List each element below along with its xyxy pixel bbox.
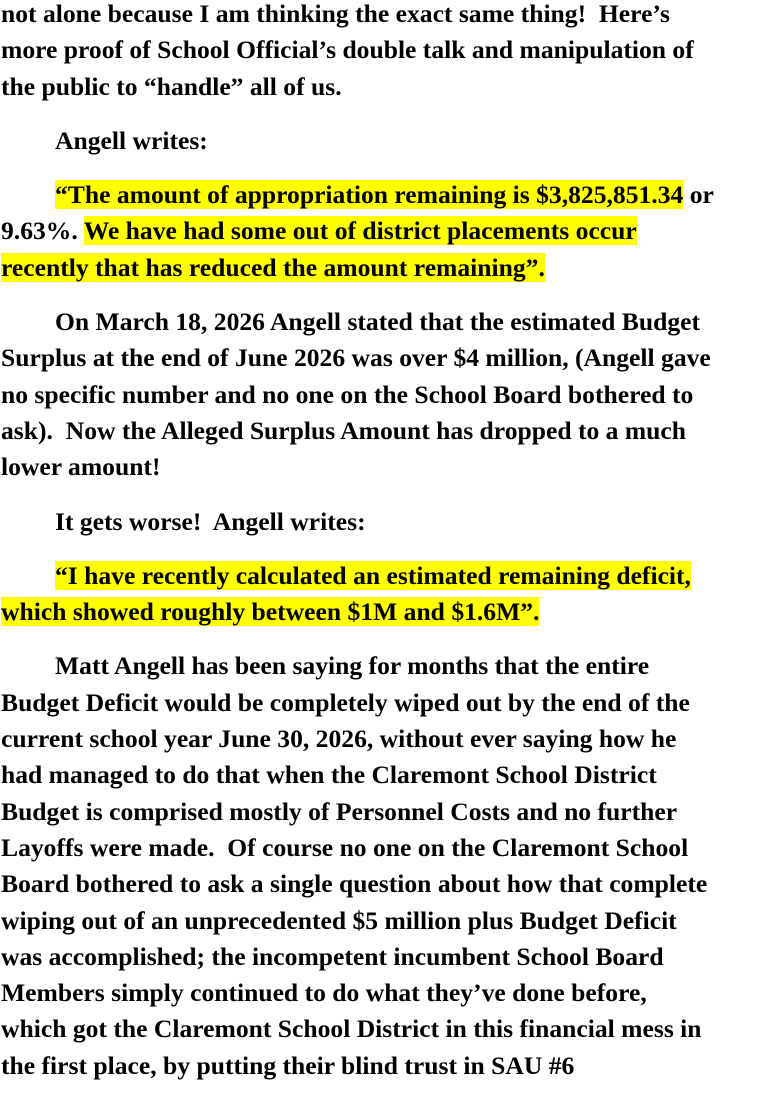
text-segment: Matt Angell has been saying for months that the entire xyxy=(55,651,650,681)
text-segment: was accomplished; the incompetent incumbent School Board xyxy=(1,941,664,971)
text-line xyxy=(1,213,714,249)
text-segment: On March 18, 2026 Angell stated that the estimated Budget xyxy=(55,307,701,337)
text-segment: not alone because I am thinking the exact same thing! Here’s xyxy=(1,0,670,28)
text-segment: or xyxy=(683,180,714,210)
paragraph xyxy=(1,0,714,105)
text-segment: no specific number and no one on the School Board bothered to xyxy=(1,379,694,409)
text-line xyxy=(1,1011,714,1047)
text-segment: Board bothered to ask a single question about how that complete xyxy=(1,869,708,899)
text-line xyxy=(1,558,714,594)
text-line xyxy=(1,648,714,684)
paragraph xyxy=(1,558,714,631)
text-segment: ask). Now the Alleged Surplus Amount has dropped to a much xyxy=(1,415,687,445)
paragraph xyxy=(1,177,714,286)
text-segment: more proof of School Official’s double talk and manipulation of xyxy=(1,35,694,65)
text-line xyxy=(1,757,714,793)
text-line xyxy=(1,830,714,866)
text-segment: wiping out of an unprecedented $5 million plus Budget Deficit xyxy=(1,905,677,935)
text-segment: the public to “handle” all of us. xyxy=(1,71,342,101)
text-segment: It gets worse! Angell writes: xyxy=(55,506,366,536)
paragraph xyxy=(1,123,714,159)
text-line xyxy=(1,0,714,32)
highlighted-text: recently that has reduced the amount remaining”. xyxy=(1,252,545,282)
text-line xyxy=(1,594,714,630)
text-line xyxy=(1,449,714,485)
text-line xyxy=(1,939,714,975)
document-page xyxy=(1,0,714,1102)
highlighted-text: “I have recently calculated an estimated remaining deficit, xyxy=(55,560,691,590)
text-line xyxy=(1,721,714,757)
text-line xyxy=(1,177,714,213)
text-segment: 9.63%. xyxy=(1,216,84,246)
highlighted-text: which showed roughly between $1M and $1.6M”. xyxy=(1,597,540,627)
text-line xyxy=(1,69,714,105)
paragraph xyxy=(1,504,714,540)
paragraph xyxy=(1,648,714,1084)
text-line xyxy=(1,413,714,449)
text-line xyxy=(1,123,714,159)
text-line xyxy=(1,304,714,340)
text-line xyxy=(1,1048,714,1084)
text-segment: Layoffs were made. Of course no one on the Claremont School xyxy=(1,832,689,862)
text-segment: current school year June 30, 2026, without ever saying how he xyxy=(1,724,677,754)
text-line xyxy=(1,32,714,68)
text-line xyxy=(1,250,714,286)
text-segment: Budget Deficit would be completely wiped out by the end of the xyxy=(1,687,690,717)
text-line xyxy=(1,794,714,830)
text-segment: Angell writes: xyxy=(55,125,208,155)
text-line xyxy=(1,377,714,413)
text-segment: Budget is comprised mostly of Personnel Costs and no further xyxy=(1,796,678,826)
text-line xyxy=(1,504,714,540)
highlighted-text: “The amount of appropriation remaining is $3,825,851.34 xyxy=(55,180,684,210)
text-line xyxy=(1,685,714,721)
paragraph xyxy=(1,304,714,485)
text-segment: which got the Claremont School District in this financial mess in xyxy=(1,1014,702,1044)
text-segment: the first place, by putting their blind trust in SAU #6 xyxy=(1,1050,575,1080)
highlighted-text: We have had some out of district placements occur xyxy=(83,216,637,246)
text-line xyxy=(1,866,714,902)
text-segment: lower amount! xyxy=(1,452,161,482)
text-segment: Members simply continued to do what they’ve done before, xyxy=(1,978,647,1008)
text-line xyxy=(1,903,714,939)
text-line xyxy=(1,340,714,376)
text-line xyxy=(1,975,714,1011)
text-segment: had managed to do that when the Claremont School District xyxy=(1,760,657,790)
text-segment: Surplus at the end of June 2026 was over $4 million, (Angell gave xyxy=(1,343,711,373)
